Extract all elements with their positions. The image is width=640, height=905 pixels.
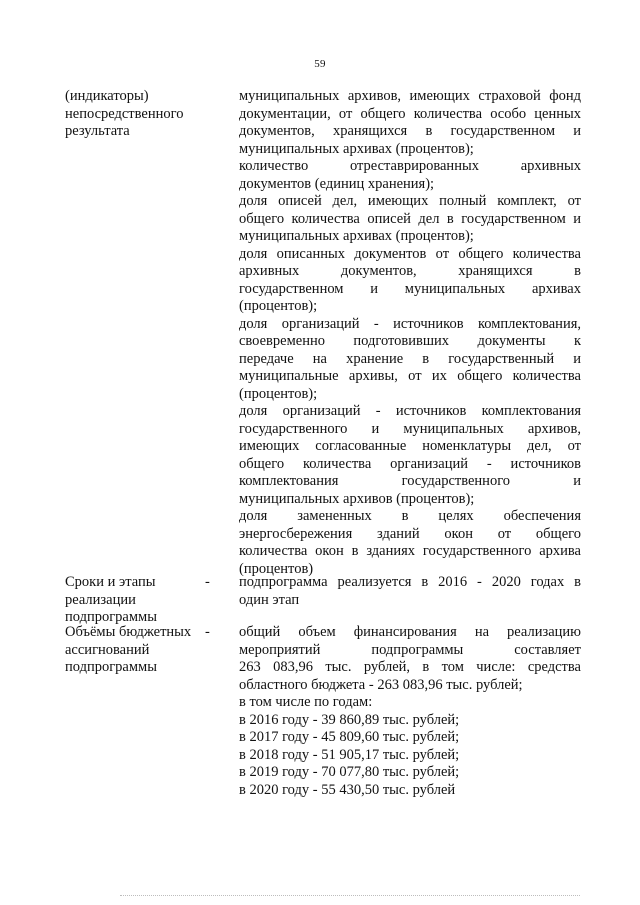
text-line: в 2020 году - 55 430,50 тыс. рублей: [239, 781, 456, 798]
text-line: доля организаций - источников комплектования,: [239, 315, 581, 332]
row-label-line: Сроки и этапы: [65, 574, 156, 590]
text-line: количество отреставрированных архивных: [239, 158, 581, 174]
scan-edge-divider: [120, 895, 580, 897]
text-line: количества окон в зданиях государственного архива: [239, 543, 581, 559]
text-line: (процентов);: [239, 385, 318, 402]
row-label-line: реализации: [65, 591, 136, 608]
row-label-line: непосредственного: [65, 105, 184, 122]
text-line: (процентов): [239, 560, 314, 577]
text-line: общего количества организаций - источников: [239, 455, 581, 472]
row-dash: -: [205, 624, 210, 640]
text-line: доля описей дел, имеющих полный комплект, от: [239, 193, 581, 209]
text-line: комплектования государственного и: [239, 473, 581, 489]
row-dash: -: [205, 574, 210, 590]
page-number: 59: [314, 58, 326, 70]
row-label: [65, 88, 200, 141]
row-label-line: Объёмы бюджетных: [65, 624, 192, 640]
text-line: в 2017 году - 45 809,60 тыс. рублей;: [239, 729, 460, 745]
text-line: в 2019 году - 70 077,80 тыс. рублей;: [239, 764, 460, 780]
text-line: доля замененных в целях обеспечения: [239, 508, 581, 524]
text-line: мероприятий подпрограммы составляет: [239, 641, 581, 658]
text-line: муниципальных архивах (процентов);: [239, 228, 474, 244]
text-line: доля организаций - источников комплектования: [239, 403, 581, 419]
row-label: [65, 574, 200, 627]
text-line: в 2016 году - 39 860,89 тыс. рублей;: [239, 711, 460, 728]
text-line: 263 083,96 тыс. рублей, в том числе: средства: [239, 659, 581, 675]
text-line: своевременно подготовивших документы к: [239, 333, 581, 349]
text-line: в 2018 году - 51 905,17 тыс. рублей;: [239, 746, 460, 763]
text-line: общего количества описей дел в государственном и: [239, 210, 581, 227]
row-value: [239, 624, 581, 799]
text-line: областного бюджета - 263 083,96 тыс. рублей;: [239, 676, 523, 693]
row-label-line: результата: [65, 123, 130, 139]
text-line: общий объем финансирования на реализацию: [239, 624, 581, 640]
text-line: документов, хранящихся в государственном и: [239, 123, 581, 139]
text-line: имеющих согласованные номенклатуры дел, от: [239, 438, 581, 454]
text-line: передаче на хранение в государственный и: [239, 350, 581, 367]
text-line: в том числе по годам:: [239, 694, 373, 710]
text-line: подпрограмма реализуется в 2016 - 2020 годах в: [239, 574, 581, 590]
text-line: (процентов);: [239, 298, 318, 314]
row-label-line: подпрограммы: [65, 659, 157, 675]
row-label: [65, 624, 200, 677]
row-label-line: подпрограммы: [65, 609, 157, 625]
text-line: документации, от общего количества особо ценных: [239, 105, 581, 122]
text-line: энергосбережения зданий окон от общего: [239, 525, 581, 542]
text-line: государственного и муниципальных архивов,: [239, 420, 581, 437]
text-line: муниципальные архивы, от их общего количества: [239, 368, 581, 384]
text-line: один этап: [239, 591, 300, 608]
text-line: архивных документов, хранящихся в: [239, 263, 581, 279]
text-line: государственном и муниципальных архивах: [239, 280, 581, 297]
text-line: документов (единиц хранения);: [239, 175, 435, 192]
row-value: [239, 574, 581, 609]
text-line: муниципальных архивах (процентов);: [239, 140, 474, 157]
text-line: муниципальных архивов (процентов);: [239, 490, 475, 507]
row-label-line: ассигнований: [65, 641, 150, 658]
row-label-line: (индикаторы): [65, 88, 149, 104]
text-line: муниципальных архивов, имеющих страховой фонд: [239, 88, 581, 104]
row-value: [239, 88, 581, 578]
text-line: доля описанных документов от общего количества: [239, 245, 581, 262]
